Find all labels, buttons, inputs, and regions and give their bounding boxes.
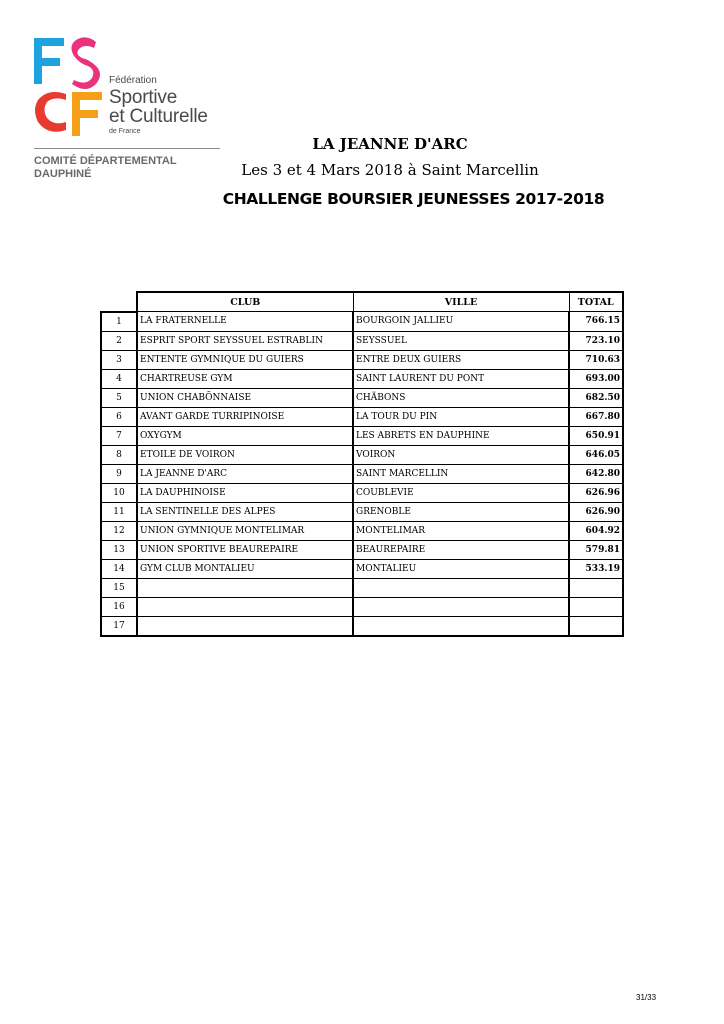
table-row (101, 559, 623, 578)
total-cell: 604.92 (569, 521, 623, 540)
club-cell: LA FRATERNELLE (137, 312, 353, 332)
total-cell: 646.05 (569, 445, 623, 464)
ville-cell: BOURGOIN JALLIEU (353, 312, 569, 332)
table-row (101, 331, 623, 350)
total-cell: 626.96 (569, 483, 623, 502)
club-cell (137, 616, 353, 636)
ville-cell: GRENOBLE (353, 502, 569, 521)
ville-cell: SEYSSUEL (353, 331, 569, 350)
total-cell: 533.19 (569, 559, 623, 578)
rank-cell: 2 (101, 331, 137, 350)
results-table (100, 291, 624, 637)
total-cell: 626.90 (569, 502, 623, 521)
logo-line2: Sportive (109, 87, 178, 108)
table-row (101, 483, 623, 502)
rank-cell: 10 (101, 483, 137, 502)
ville-cell: VOIRON (353, 445, 569, 464)
club-cell: CHARTREUSE GYM (137, 369, 353, 388)
rank-cell: 9 (101, 464, 137, 483)
ville-cell: MONTALIEU (353, 559, 569, 578)
ville-cell: BEAUREPAIRE (353, 540, 569, 559)
club-cell: ETOILE DE VOIRON (137, 445, 353, 464)
table-row (101, 407, 623, 426)
table-row (101, 540, 623, 559)
club-header: CLUB (137, 292, 353, 312)
table-row (101, 426, 623, 445)
table-row (101, 388, 623, 407)
club-cell: UNION SPORTIVE BEAUREPAIRE (137, 540, 353, 559)
logo-line1: Fédération (109, 75, 157, 86)
committee-line1: COMITÉ DÉPARTEMENTAL (34, 155, 177, 167)
ville-cell: MONTELIMAR (353, 521, 569, 540)
table-row (101, 445, 623, 464)
ville-cell: ENTRE DEUX GUIERS (353, 350, 569, 369)
page-number: 31/33 (636, 993, 657, 1002)
logo-line3: et Culturelle (109, 106, 208, 127)
total-cell: 723.10 (569, 331, 623, 350)
club-cell (137, 578, 353, 597)
committee-line2: DAUPHINÉ (34, 168, 92, 180)
event-title: LA JEANNE D'ARC (312, 135, 468, 153)
ville-cell (353, 597, 569, 616)
rank-header (101, 292, 137, 312)
total-header: TOTAL (569, 292, 623, 312)
rank-cell: 8 (101, 445, 137, 464)
total-cell: 766.15 (569, 312, 623, 332)
table-row (101, 502, 623, 521)
table-row (101, 312, 623, 332)
rank-cell: 7 (101, 426, 137, 445)
club-cell: GYM CLUB MONTALIEU (137, 559, 353, 578)
ville-cell: SAINT MARCELLIN (353, 464, 569, 483)
total-cell: 667.80 (569, 407, 623, 426)
total-cell: 579.81 (569, 540, 623, 559)
total-cell: 682.50 (569, 388, 623, 407)
results-body (101, 312, 623, 636)
logo-line4: de France (109, 128, 141, 135)
ville-cell (353, 616, 569, 636)
rank-cell: 1 (101, 312, 137, 332)
club-cell: AVANT GARDE TURRIPINOISE (137, 407, 353, 426)
ville-cell: LA TOUR DU PIN (353, 407, 569, 426)
table-row (101, 369, 623, 388)
table-row (101, 521, 623, 540)
ville-header: VILLE (353, 292, 569, 312)
club-cell: LA DAUPHINOISE (137, 483, 353, 502)
table-row (101, 464, 623, 483)
total-cell: 650.91 (569, 426, 623, 445)
club-cell (137, 597, 353, 616)
club-cell: UNION CHABÕNNAISE (137, 388, 353, 407)
rank-cell: 13 (101, 540, 137, 559)
rank-cell: 5 (101, 388, 137, 407)
club-cell: LA SENTINELLE DES ALPES (137, 502, 353, 521)
ville-cell: SAINT LAURENT DU PONT (353, 369, 569, 388)
club-cell: ESPRIT SPORT SEYSSUEL ESTRABLIN (137, 331, 353, 350)
total-cell: 642.80 (569, 464, 623, 483)
total-cell: 693.00 (569, 369, 623, 388)
table-row (101, 578, 623, 597)
rank-cell: 3 (101, 350, 137, 369)
rank-cell: 14 (101, 559, 137, 578)
table-row (101, 597, 623, 616)
ville-cell (353, 578, 569, 597)
rank-cell: 11 (101, 502, 137, 521)
event-subtitle: Les 3 et 4 Mars 2018 à Saint Marcellin (241, 161, 539, 179)
fscf-logo-mark-icon (34, 36, 104, 138)
rank-cell: 12 (101, 521, 137, 540)
challenge-title: CHALLENGE BOURSIER JEUNESSES 2017-2018 (222, 190, 605, 208)
table-row (101, 616, 623, 636)
club-cell: LA JEANNE D'ARC (137, 464, 353, 483)
rank-cell: 6 (101, 407, 137, 426)
table-header-row (101, 292, 623, 312)
rank-cell: 4 (101, 369, 137, 388)
total-cell (569, 578, 623, 597)
rank-cell: 15 (101, 578, 137, 597)
ville-cell: COUBLEVIE (353, 483, 569, 502)
table-row (101, 350, 623, 369)
rank-cell: 17 (101, 616, 137, 636)
total-cell (569, 597, 623, 616)
club-cell: OXYGYM (137, 426, 353, 445)
total-cell (569, 616, 623, 636)
rank-cell: 16 (101, 597, 137, 616)
club-cell: UNION GYMNIQUE MONTELIMAR (137, 521, 353, 540)
total-cell: 710.63 (569, 350, 623, 369)
logo-text (109, 76, 208, 135)
club-cell: ENTENTE GYMNIQUE DU GUIERS (137, 350, 353, 369)
ville-cell: CHÃBONS (353, 388, 569, 407)
ville-cell: LES ABRETS EN DAUPHINE (353, 426, 569, 445)
